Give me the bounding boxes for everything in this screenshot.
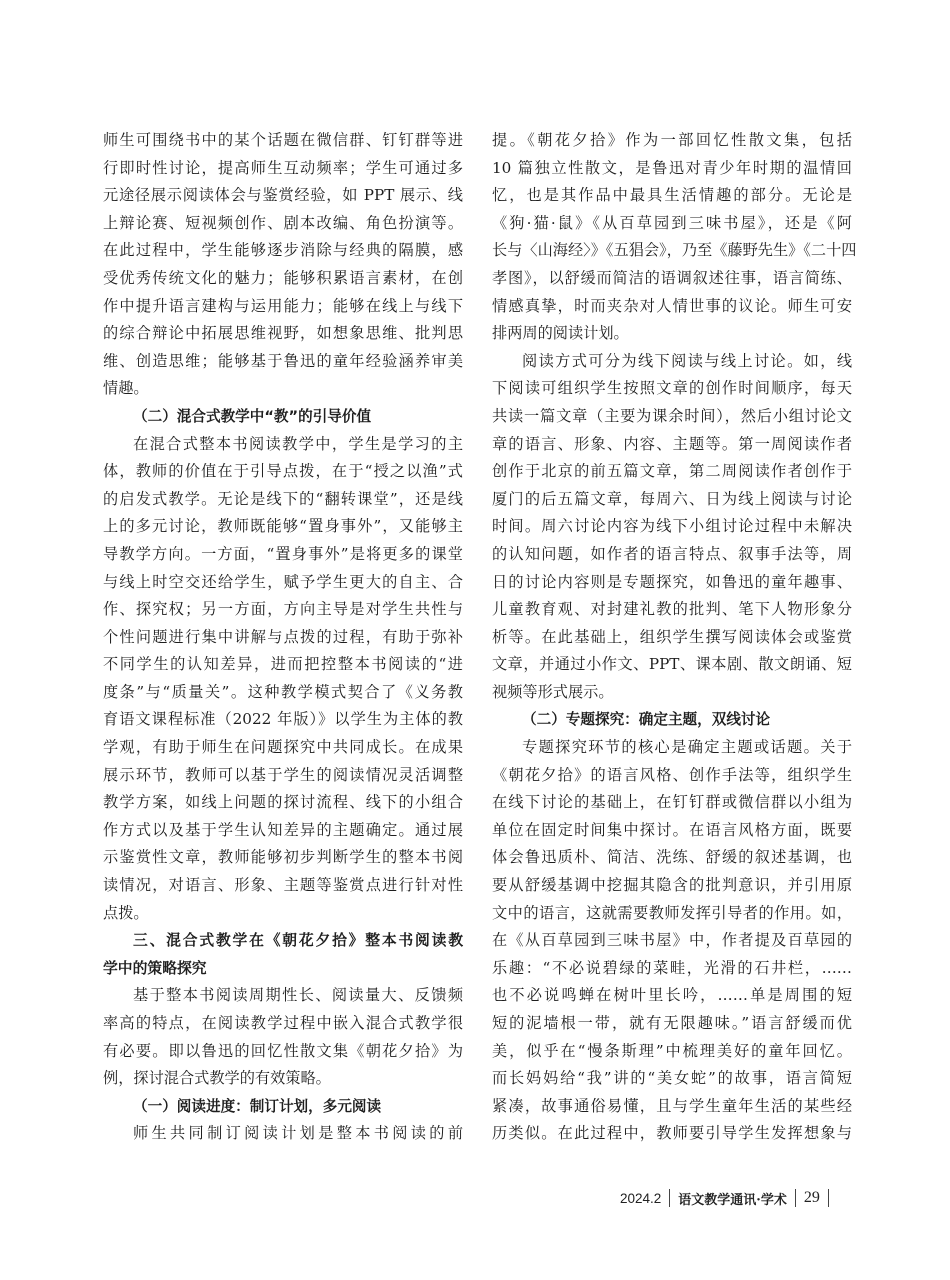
body-paragraph xyxy=(103,982,463,1092)
text-line: 情趣。 xyxy=(103,379,149,398)
text-line: 文章，并通过小作文、PPT、课本剧、散文朗诵、短 xyxy=(492,655,852,674)
text-line: 个性问题进行集中讲解与点拨的过程，有助于弥补 xyxy=(103,627,463,646)
text-line: 有必要。即以鲁迅的回忆性散文集《朝花夕拾》为 xyxy=(103,1041,463,1060)
text-line: 儿童教育观、对封建礼教的批判、笔下人物形象分 xyxy=(492,600,852,619)
text-line: 提。《朝花夕拾》作为一部回忆性散文集，包括 xyxy=(492,131,852,149)
body-paragraph xyxy=(492,348,852,707)
text-line: 排两周的阅读计划。 xyxy=(492,324,629,343)
issue-date: 2024.2 xyxy=(620,1190,662,1206)
text-line: 情感真挚，时而夹杂对人情世事的议论。师生可安 xyxy=(492,296,852,315)
section-heading xyxy=(103,403,463,431)
heading-text: （二）专题探究：确定主题，双线讨论 xyxy=(522,711,771,729)
text-line: 体会鲁迅质朴、简洁、洗练、舒缓的叙述基调，也 xyxy=(492,848,852,867)
text-line: 也不必说鸣蝉在树叶里长吟，……单是周围的短 xyxy=(492,986,852,1005)
text-line: 的启发式教学。无论是线下的“翻转课堂”，还是线 xyxy=(103,489,463,508)
text-line: 行即时性讨论，提高师生互动频率；学生可通过多 xyxy=(103,158,463,177)
body-paragraph xyxy=(492,127,857,348)
text-line: 展示环节，教师可以基于学生的阅读情况灵活调整 xyxy=(103,765,463,784)
text-line: 创作于北京的前五篇文章，第二周阅读作者创作于 xyxy=(492,462,852,481)
text-line: 受优秀传统文化的魅力；能够积累语言素材，在创 xyxy=(103,268,463,287)
text-line: 率高的特点，在阅读教学过程中嵌入混合式教学很 xyxy=(103,1014,463,1032)
text-line: 短的泥墙根一带，就有无限趣味。”语言舒缓而优 xyxy=(492,1014,852,1032)
footer-divider xyxy=(828,1189,829,1207)
text-line: 作中提升语言建构与运用能力；能够在线上与线下 xyxy=(103,296,463,315)
text-line: 日的讨论内容则是专题探究，如鲁迅的童年趣事、 xyxy=(492,572,852,591)
text-line: 下阅读可组织学生按照文章的创作时间顺序，每天 xyxy=(492,379,852,398)
text-line: 专题探究环节的核心是确定主题或话题。关于 xyxy=(522,738,852,757)
text-line: 不同学生的认知差异，进而把控整本书阅读的“进 xyxy=(103,655,463,674)
body-paragraph xyxy=(103,127,463,403)
text-line: 作、探究权；另一方面，方向主导是对学生共性与 xyxy=(103,600,463,619)
text-line: 导教学方向。一方面，“置身事外”是将更多的课堂 xyxy=(103,544,463,563)
text-line: 时间。周六讨论内容为线下小组讨论过程中未解决 xyxy=(492,517,852,536)
text-line: 长与〈山海经〉》《五猖会》，乃至《藤野先生》《二十四 xyxy=(492,241,857,260)
text-line: 学观，有助于师生在问题探究中共同成长。在成果 xyxy=(103,738,463,757)
text-line: 师生可围绕书中的某个话题在微信群、钉钉群等进 xyxy=(103,131,463,149)
text-line: 忆，也是其作品中最具生活情趣的部分。无论是 xyxy=(492,186,852,205)
text-line: 而长妈妈给“我”讲的“美女蛇”的故事，语言简短 xyxy=(492,1069,852,1088)
text-line: 育语文课程标准（2022 年版）》以学生为主体的教 xyxy=(103,710,463,729)
text-line: 上的多元讨论，教师既能够“置身事外”，又能够主 xyxy=(103,517,463,536)
text-line: 共读一篇文章（主要为课余时间），然后小组讨论文 xyxy=(492,406,852,425)
right-column xyxy=(492,127,857,1148)
text-line: 在此过程中，学生能够逐步消除与经典的隔膜，感 xyxy=(103,241,463,260)
text-line: 上辩论赛、短视频创作、剧本改编、角色扮演等。 xyxy=(103,213,463,232)
text-line: 在混合式整本书阅读教学中，学生是学习的主 xyxy=(133,434,463,453)
text-line: 《狗·猫·鼠》《从百草园到三味书屋》，还是《阿 xyxy=(492,213,852,232)
left-column xyxy=(103,127,463,1148)
heading-text: 三、混合式教学在《朝花夕拾》整本书阅读教 xyxy=(133,932,463,950)
text-line: 基于整本书阅读周期性长、阅读量大、反馈频 xyxy=(133,986,463,1005)
text-line: 的综合辩论中拓展思维视野，如想象思维、批判思 xyxy=(103,324,463,343)
text-line: 乐趣：“不必说碧绿的菜畦，光滑的石井栏，…… xyxy=(492,958,852,977)
heading-text: （一）阅读进度：制订计划，多元阅读 xyxy=(133,1097,382,1115)
text-line: 阅读方式可分为线下阅读与线上讨论。如，线 xyxy=(522,351,852,370)
text-line: 章的语言、形象、内容、主题等。第一周阅读作者 xyxy=(492,434,852,453)
text-line: 体，教师的价值在于引导点拨，在于“授之以渔”式 xyxy=(103,462,463,481)
text-line: 要从舒缓基调中挖掘其隐含的批判意识，并引用原 xyxy=(492,876,852,895)
text-line: 紧凑，故事通俗易懂，且与学生童年生活的某些经 xyxy=(492,1096,852,1115)
text-line: 孝图》，以舒缓而简洁的语调叙述往事，语言简练、 xyxy=(492,268,852,287)
text-line: 历类似。在此过程中，教师要引导学生发挥想象与 xyxy=(492,1124,852,1143)
text-line: 在线下讨论的基础上，在钉钉群或微信群以小组为 xyxy=(492,793,852,812)
body-paragraph xyxy=(103,431,463,928)
text-line: 析等。在此基础上，组织学生撰写阅读体会或鉴赏 xyxy=(492,627,852,646)
body-paragraph xyxy=(103,1120,463,1148)
text-line: 教学方案，如线上问题的探讨流程、线下的小组合 xyxy=(103,793,463,812)
text-line: 与线上时空交还给学生，赋予学生更大的自主、合 xyxy=(103,572,463,591)
text-line: 美，似乎在“慢条斯理”中梳理美好的童年回忆。 xyxy=(492,1041,852,1060)
body-paragraph xyxy=(492,734,852,1148)
heading-text: （二）混合式教学中“教”的引导价值 xyxy=(133,407,372,425)
page-footer xyxy=(620,1186,860,1210)
text-line: 读情况，对语言、形象、主题等鉴赏点进行针对性 xyxy=(103,876,463,895)
journal-name: 语文教学通讯·学术 xyxy=(678,1192,787,1208)
footer-divider xyxy=(669,1189,670,1207)
text-line: 单位在固定时间集中探讨。在语言风格方面，既要 xyxy=(492,820,852,839)
text-line: 例，探讨混合式教学的有效策略。 xyxy=(103,1069,331,1088)
text-line: 维、创造思维；能够基于鲁迅的童年经验涵养审美 xyxy=(103,351,463,370)
text-line: 师生共同制订阅读计划是整本书阅读的前 xyxy=(133,1124,463,1143)
heading-text: 学中的策略探究 xyxy=(103,959,207,977)
text-line: 作方式以及基于学生认知差异的主题确定。通过展 xyxy=(103,820,463,839)
text-line: 文中的语言，这就需要教师发挥引导者的作用。如， xyxy=(492,903,852,922)
text-line: 点拨。 xyxy=(103,903,149,922)
section-heading xyxy=(492,706,852,734)
text-line: 在《从百草园到三味书屋》中，作者提及百草园的 xyxy=(492,931,852,950)
text-line: 度条”与“质量关”。这种教学模式契合了《义务教 xyxy=(103,682,463,701)
page-number: 29 xyxy=(803,1189,820,1206)
text-line: 10 篇独立性散文，是鲁迅对青少年时期的温情回 xyxy=(492,158,852,177)
text-line: 厦门的后五篇文章，每周六、日为线上阅读与讨论 xyxy=(492,489,852,508)
section-heading xyxy=(103,1093,463,1121)
text-line: 视频等形式展示。 xyxy=(492,682,614,701)
text-line: 元途径展示阅读体会与鉴赏经验，如 PPT 展示、线 xyxy=(103,186,463,205)
section-heading xyxy=(103,927,463,982)
footer-divider xyxy=(795,1189,796,1207)
text-line: 示鉴赏性文章，教师能够初步判断学生的整本书阅 xyxy=(103,848,463,867)
text-line: 的认知问题，如作者的语言特点、叙事手法等，周 xyxy=(492,544,852,563)
text-line: 《朝花夕拾》的语言风格、创作手法等，组织学生 xyxy=(492,765,852,784)
